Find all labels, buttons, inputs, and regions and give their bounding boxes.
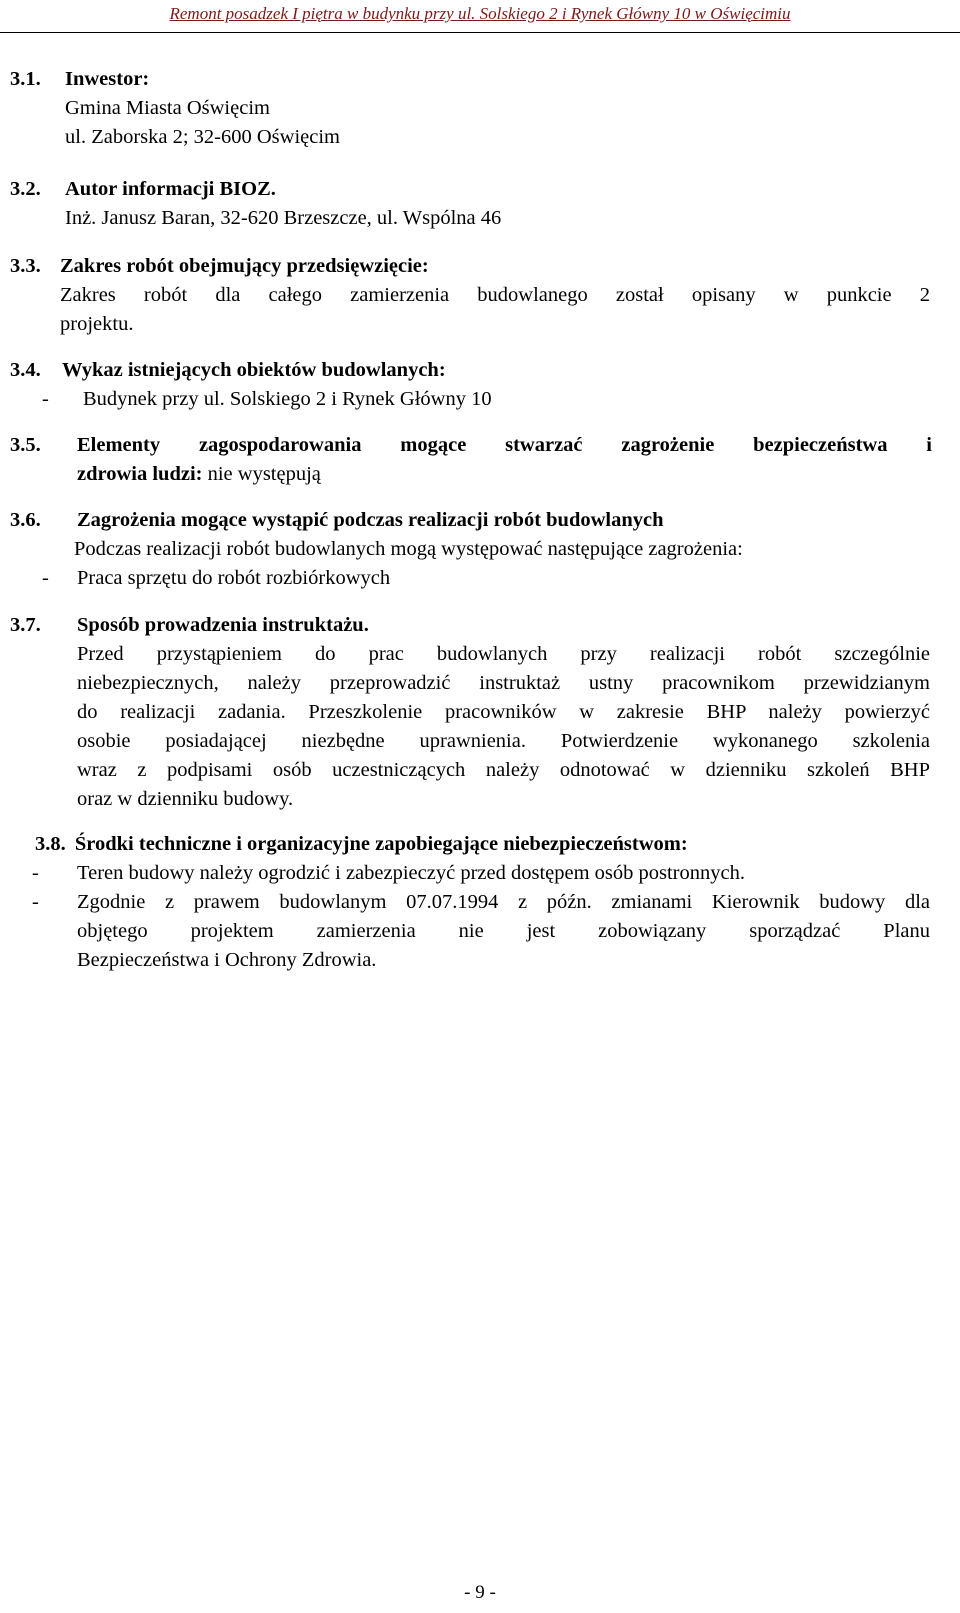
hazard-item: Praca sprzętu do robót rozbiórkowych (77, 567, 391, 589)
section-3-7 (10, 611, 955, 814)
section-number: 3.1. (10, 68, 41, 90)
section-title-continued: zdrowia ludzi: (77, 463, 203, 485)
list-dash: - (32, 891, 39, 913)
section-title: Elementy zagospodarowania mogące stwarzać zagrożenie bezpieczeństwa i (77, 434, 932, 456)
section-3-1 (10, 65, 955, 152)
section-3-5 (10, 431, 955, 489)
section-title: Autor informacji BIOZ. (65, 178, 276, 200)
measure-item-continued: objętego projektem zamierzenia nie jest zobowiązany sporządzać Planu (77, 920, 930, 942)
investor-address: ul. Zaborska 2; 32-600 Oświęcim (65, 126, 340, 148)
section-title: Zagrożenia mogące wystąpić podczas realizacji robót budowlanych (77, 509, 664, 531)
section-3-8 (10, 830, 955, 975)
section-title: Inwestor: (65, 68, 150, 90)
section-title: Środki techniczne i organizacyjne zapobiegające niebezpieczeństwom: (74, 833, 688, 855)
section-title: Sposób prowadzenia instruktażu. (77, 614, 369, 636)
section-number: 3.6. (10, 509, 41, 531)
measure-item: Teren budowy należy ogrodzić i zabezpieczyć przed dostępem osób postronnych. (77, 862, 745, 884)
paragraph-line: wraz z podpisami osób uczestniczących należy odnotować w dzienniku szkoleń BHP (77, 759, 930, 781)
list-dash: - (42, 388, 49, 410)
measure-item-end: Bezpieczeństwa i Ochrony Zdrowia. (77, 949, 377, 971)
hazards-intro: Podczas realizacji robót budowlanych mogą występować następujące zagrożenia: (74, 538, 743, 560)
page-header: Remont posadzek I piętra w budynku przy ul. Solskiego 2 i Rynek Główny 10 w Oświęcimiu (0, 0, 960, 33)
paragraph-line: Przed przystąpieniem do prac budowlanych przy realizacji robót szczególnie (77, 643, 930, 665)
author-info: Inż. Janusz Baran, 32-620 Brzeszcze, ul. Wspólna 46 (65, 207, 502, 229)
measure-item: Zgodnie z prawem budowlanym 07.07.1994 z późn. zmianami Kierownik budowy dla (77, 891, 930, 913)
list-dash: - (32, 862, 39, 884)
paragraph-line: do realizacji zadania. Przeszkolenie pracowników w zakresie BHP należy powierzyć (77, 701, 930, 723)
section-title: Wykaz istniejących obiektów budowlanych: (62, 359, 446, 381)
section-number: 3.4. (10, 359, 41, 381)
investor-name: Gmina Miasta Oświęcim (65, 97, 270, 119)
paragraph-line: oraz w dzienniku budowy. (77, 788, 294, 810)
section-3-2 (10, 175, 955, 233)
scope-text-end: projektu. (60, 313, 134, 335)
existing-building: Budynek przy ul. Solskiego 2 i Rynek Główny 10 (83, 388, 492, 410)
paragraph-line: osobie posiadającej niezbędne uprawnienia. Potwierdzenie wykonanego szkolenia (77, 730, 930, 752)
section-3-6 (10, 506, 955, 593)
paragraph-line: niebezpiecznych, należy przeprowadzić instruktaż ustny pracownikom przewidzianym (77, 672, 930, 694)
section-number: 3.8. (35, 833, 66, 855)
section-number: 3.3. (10, 255, 41, 277)
list-dash: - (42, 567, 49, 589)
section-number: 3.5. (10, 434, 41, 456)
section-number: 3.7. (10, 614, 41, 636)
hazard-value: nie występują (207, 463, 321, 485)
page-number: - 9 - (464, 1582, 496, 1603)
section-number: 3.2. (10, 178, 41, 200)
section-3-3 (10, 252, 955, 339)
scope-text: Zakres robót dla całego zamierzenia budowlanego został opisany w punkcie 2 (60, 284, 930, 306)
section-3-4 (10, 356, 955, 414)
section-title: Zakres robót obejmujący przedsięwzięcie: (60, 255, 429, 277)
